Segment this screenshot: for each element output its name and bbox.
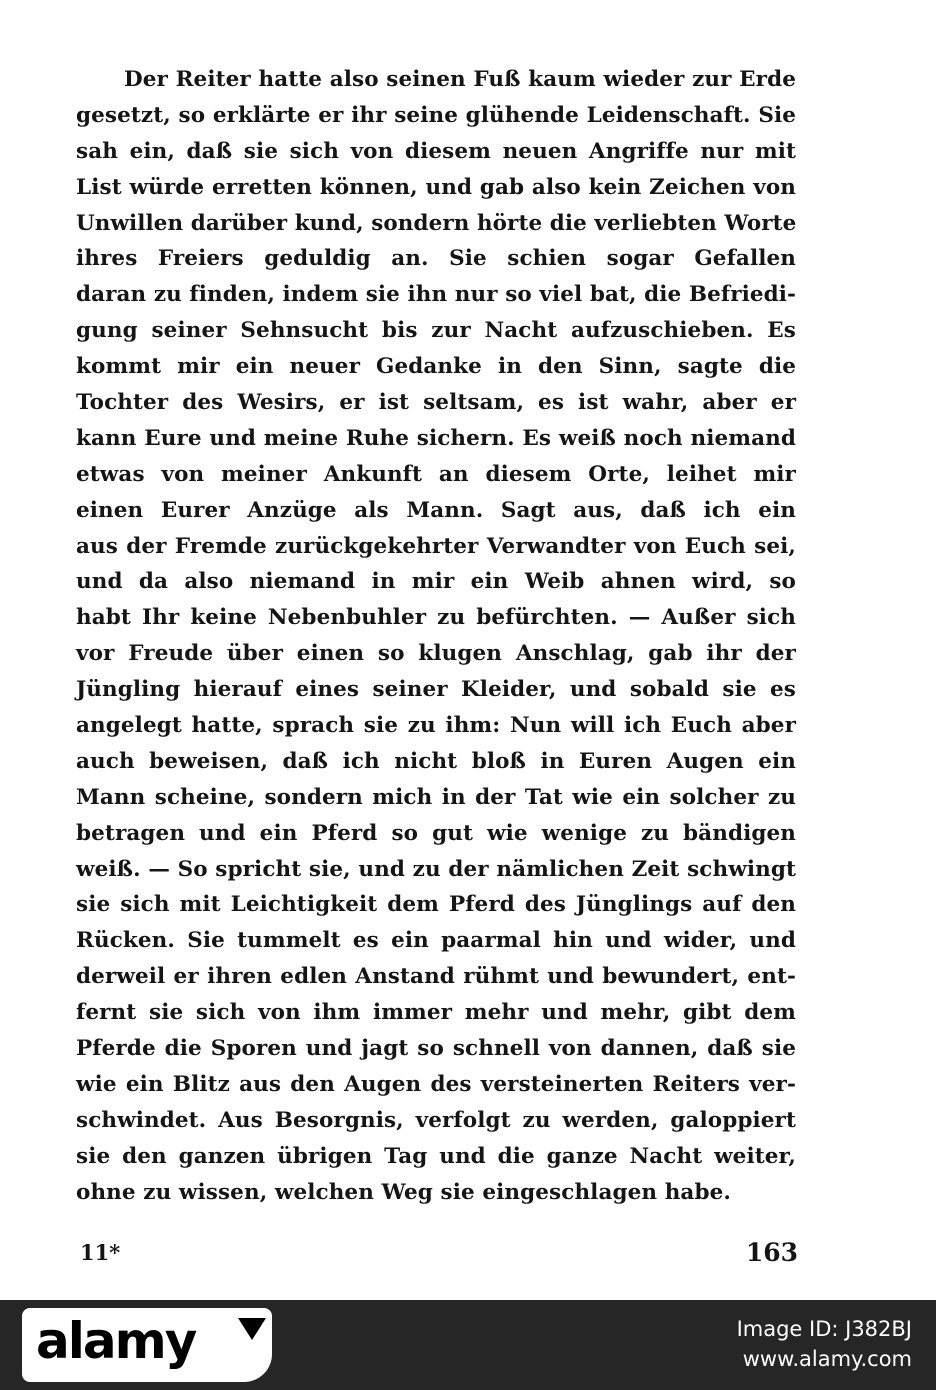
text-line: gesetzt, so erklärte er ihr seine glühende Leidenschaft. Sie <box>76 102 796 128</box>
text-line: aus der Fremde zurückgekehrter Verwandter von Euch sei, <box>76 533 796 559</box>
body-text <box>76 62 796 1211</box>
logo-text: alamy <box>36 1312 196 1370</box>
text-line: Jüngling hierauf eines seiner Kleider, und sobald sie es <box>76 677 796 703</box>
text-line: kommt mir ein neuer Gedanke in den Sinn, sagte die <box>76 354 796 380</box>
text-line: Pferde die Sporen und jagt so schnell von dannen, daß sie <box>76 1036 796 1062</box>
text-line: sie den ganzen übrigen Tag und die ganze Nacht weiter, <box>76 1143 796 1169</box>
watermark-info <box>737 1314 912 1374</box>
text-line: weiß. — So spricht sie, und zu der nämlichen Zeit schwingt <box>76 856 796 882</box>
text-line: sah ein, daß sie sich von diesem neuen Angriffe nur mit <box>76 138 796 164</box>
text-line: gung seiner Sehnsucht bis zur Nacht aufzuschieben. Es <box>76 318 796 344</box>
text-line: ihres Freiers geduldig an. Sie schien sogar Gefallen <box>76 246 796 272</box>
text-line: wie ein Blitz aus den Augen des versteinerten Reiters ver- <box>76 1071 796 1097</box>
text-line: Unwillen darüber kund, sondern hörte die verliebten Worte <box>76 210 797 236</box>
text-line: daran zu finden, indem sie ihn nur so viel bat, die Befriedi- <box>76 282 796 308</box>
text-line: vor Freude über einen so klugen Anschlag, gab ihr der <box>76 641 796 667</box>
text-line: List würde erretten können, und gab also kein Zeichen von <box>76 174 796 200</box>
text-line: sie sich mit Leichtigkeit dem Pferd des Jünglings auf den <box>76 892 796 918</box>
text-line: und da also niemand in mir ein Weib ahnen wird, so <box>76 569 796 595</box>
text-line: Tochter des Wesirs, er ist seltsam, es ist wahr, aber er <box>76 390 796 416</box>
alamy-logo <box>22 1308 272 1382</box>
signature-mark: 11* <box>80 1240 121 1265</box>
text-line: habt Ihr keine Nebenbuhler zu befürchten. — Außer sich <box>76 605 796 631</box>
text-line: schwindet. Aus Besorgnis, verfolgt zu werden, galoppiert <box>76 1107 796 1133</box>
text-line: fernt sie sich von ihm immer mehr und mehr, gibt dem <box>76 1000 796 1026</box>
text-line: einen Eurer Anzüge als Mann. Sagt aus, daß ich ein <box>76 497 796 523</box>
image-id: Image ID: J382BJ <box>736 1317 912 1341</box>
logo-tail-shape <box>238 1318 266 1340</box>
page-number: 163 <box>745 1238 798 1267</box>
watermark-band <box>0 1300 936 1390</box>
text-line: Der Reiter hatte also seinen Fuß kaum wieder zur Erde <box>124 67 796 92</box>
text-line: kann Eure und meine Ruhe sichern. Es weiß noch niemand <box>76 425 796 451</box>
text-line: etwas von meiner Ankunft an diesem Orte, leihet mir <box>76 461 796 487</box>
text-line: Rücken. Sie tummelt es ein paarmal hin und wider, und <box>76 928 796 954</box>
text-line: derweil er ihren edlen Anstand rühmt und bewundert, ent- <box>76 964 796 990</box>
text-line: Mann scheine, sondern mich in der Tat wie ein solcher zu <box>76 784 796 810</box>
text-line: ohne zu wissen, welchen Weg sie eingeschlagen habe. <box>76 1179 731 1205</box>
watermark-url: www.alamy.com <box>742 1347 912 1371</box>
text-line: angelegt hatte, sprach sie zu ihm: Nun will ich Euch aber <box>76 713 796 739</box>
text-line: auch beweisen, daß ich nicht bloß in Euren Augen ein <box>76 748 796 774</box>
text-line: betragen und ein Pferd so gut wie wenige zu bändigen <box>76 820 796 846</box>
